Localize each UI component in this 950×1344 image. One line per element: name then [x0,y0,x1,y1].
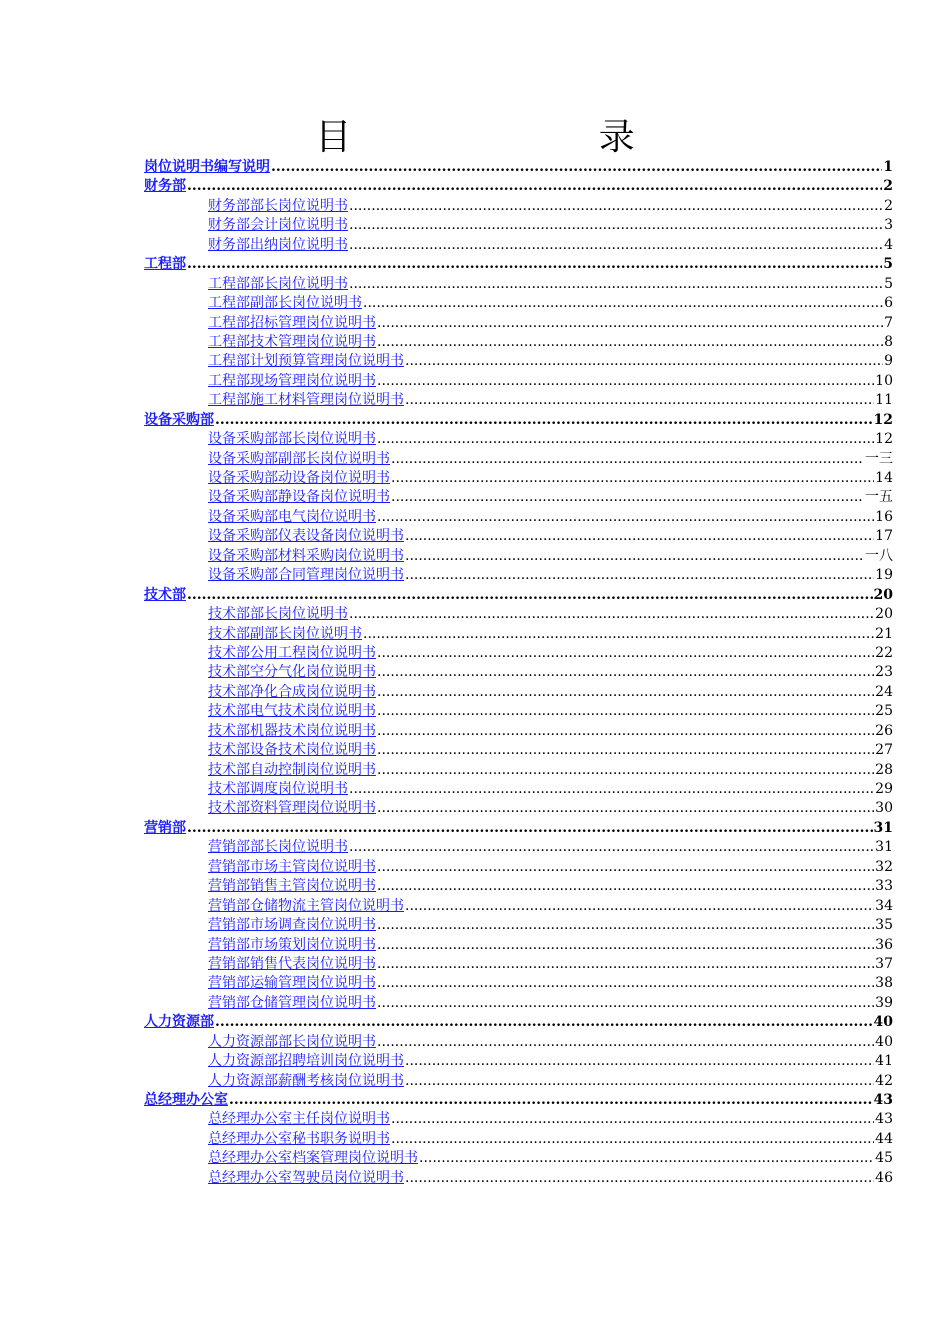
toc-entry-link[interactable]: 营销部市场策划岗位说明书 [208,936,376,953]
toc-subentry[interactable] [144,488,893,507]
toc-page-number: 12 [873,411,893,428]
dot-leader [187,177,882,196]
toc-page-number: 23 [875,664,893,681]
toc-subentry[interactable] [144,605,893,624]
toc-page-number: 26 [875,722,893,739]
toc-page-number: 9 [884,353,893,370]
toc-entry-link[interactable]: 营销部销售代表岗位说明书 [208,955,376,972]
toc-subentry[interactable] [144,916,893,935]
toc-entry-link[interactable]: 技术部部长岗位说明书 [208,606,348,623]
toc-section-entry[interactable] [144,819,893,838]
toc-entry-link[interactable]: 工程部副部长岗位说明书 [208,295,362,312]
dot-leader [377,333,883,352]
toc-page-number: 11 [875,392,893,409]
toc-page-number: 8 [884,333,893,350]
toc-entry-link[interactable]: 工程部 [144,256,186,273]
toc-entry-link[interactable]: 财务部 [144,178,186,195]
toc-subentry[interactable] [144,275,893,294]
toc-page-number: 一八 [865,547,893,564]
toc-page-number: 29 [875,781,893,797]
toc-subentry[interactable] [144,644,893,663]
dot-leader [405,1052,874,1071]
toc-page-number: 1 [883,159,893,175]
toc-page-number: 19 [875,567,893,584]
toc-entry-link[interactable]: 财务部部长岗位说明书 [208,197,348,214]
dot-leader [187,255,882,274]
dot-leader [187,819,873,838]
toc-subentry[interactable] [144,1130,893,1149]
toc-entry-link[interactable]: 总经理办公室驾驶员岗位说明书 [208,1169,404,1186]
toc-entry-link[interactable]: 技术部 [144,586,186,603]
toc-subentry[interactable] [144,197,893,216]
dot-leader [349,605,874,624]
toc-section-entry[interactable] [144,177,893,196]
toc-page-number: 38 [875,975,893,992]
toc-page-number: 39 [875,994,893,1011]
dot-leader [349,838,874,857]
dot-leader [271,158,882,177]
toc-entry-link[interactable]: 营销部市场调查岗位说明书 [208,917,376,934]
dot-leader [377,644,874,663]
toc-subentry[interactable] [144,391,893,410]
toc-entry-link[interactable]: 总经理办公室秘书职务说明书 [208,1130,390,1147]
toc-page-number: 44 [875,1130,893,1147]
toc-page-number: 2 [884,197,893,214]
toc-entry-link[interactable]: 工程部技术管理岗位说明书 [208,333,376,350]
dot-leader [377,722,874,741]
toc-entry-link[interactable]: 营销部 [144,819,186,836]
toc-section-entry[interactable] [144,1091,893,1110]
dot-leader [377,683,874,702]
toc-entry-link[interactable]: 工程部计划预算管理岗位说明书 [208,353,404,370]
toc-page-number: 20 [875,606,893,623]
toc-entry-link[interactable]: 设备采购部部长岗位说明书 [208,431,376,448]
toc-subentry[interactable] [144,625,893,644]
toc-entry-link[interactable]: 设备采购部材料采购岗位说明书 [208,547,404,564]
dot-leader [377,994,874,1013]
toc-subentry[interactable] [144,527,893,546]
toc-subentry[interactable] [144,372,893,391]
toc-subentry[interactable] [144,1149,893,1168]
toc-page-number: 5 [884,275,893,292]
toc-entry-link[interactable]: 技术部电气技术岗位说明书 [208,703,376,720]
toc-entry-link[interactable]: 工程部招标管理岗位说明书 [208,314,376,331]
dot-leader [391,469,874,488]
toc-entry-link[interactable]: 技术部设备技术岗位说明书 [208,742,376,759]
toc-entry-link[interactable]: 设备采购部动设备岗位说明书 [208,470,390,486]
toc-subentry[interactable] [144,352,893,371]
dot-leader [377,936,874,955]
toc-subentry[interactable] [144,236,893,255]
toc-entry-link[interactable]: 营销部市场主管岗位说明书 [208,858,376,875]
toc-page-number: 20 [873,586,893,603]
toc-subentry[interactable] [144,216,893,235]
toc-entry-link[interactable]: 岗位说明书编写说明 [144,159,270,175]
table-of-contents [144,158,893,1188]
dot-leader [405,527,874,546]
toc-entry-link[interactable]: 技术部自动控制岗位说明书 [208,761,376,778]
dot-leader [391,1110,874,1129]
toc-page-number: 4 [884,236,893,253]
dot-leader [391,1130,874,1149]
toc-entry-link[interactable]: 财务部出纳岗位说明书 [208,236,348,253]
dot-leader [419,1149,874,1168]
toc-subentry[interactable] [144,1072,893,1091]
toc-page-number: 3 [884,217,893,234]
toc-subentry[interactable] [144,1052,893,1071]
dot-leader [405,1072,874,1091]
toc-page-number: 43 [875,1111,893,1128]
toc-subentry[interactable] [144,1169,893,1188]
toc-subentry[interactable] [144,761,893,780]
toc-page-number: 24 [875,683,893,700]
toc-page-number: 33 [875,878,893,895]
toc-entry-link[interactable]: 营销部销售主管岗位说明书 [208,878,376,895]
toc-page-number: 37 [875,955,893,972]
dot-leader [349,236,883,255]
dot-leader [377,916,874,935]
dot-leader [377,877,874,896]
toc-page-number: 46 [875,1169,893,1186]
dot-leader [349,275,883,294]
toc-entry-link[interactable]: 设备采购部静设备岗位说明书 [208,489,390,506]
toc-page-number: 10 [875,372,893,389]
dot-leader [349,197,883,216]
dot-leader [377,799,874,818]
toc-entry-link[interactable]: 技术部调度岗位说明书 [208,781,348,797]
toc-page-number: 40 [873,1014,893,1031]
toc-page-number: 22 [875,644,893,661]
toc-entry-link[interactable]: 工程部部长岗位说明书 [208,275,348,292]
toc-page-number: 28 [875,761,893,778]
dot-leader [405,352,883,371]
dot-leader [405,391,874,410]
dot-leader [405,897,874,916]
toc-page-number: 45 [875,1150,893,1167]
toc-subentry[interactable] [144,702,893,721]
dot-leader [215,411,873,430]
toc-entry-link[interactable]: 人力资源部招聘培训岗位说明书 [208,1053,404,1070]
toc-page-number: 42 [875,1072,893,1089]
toc-page-number: 35 [875,917,893,934]
dot-leader [229,1091,873,1110]
toc-entry-link[interactable]: 总经理办公室档案管理岗位说明书 [208,1150,418,1167]
dot-leader [377,702,874,721]
toc-entry-link[interactable]: 技术部公用工程岗位说明书 [208,644,376,661]
toc-page-number: 6 [884,295,893,312]
toc-page-number: 43 [873,1092,893,1108]
toc-page-number: 17 [875,528,893,545]
dot-leader [377,761,874,780]
dot-leader [377,663,874,682]
toc-subentry[interactable] [144,333,893,352]
toc-page-number: 一三 [865,450,893,467]
dot-leader [363,294,883,313]
toc-subentry[interactable] [144,314,893,333]
toc-page-number: 34 [875,897,893,914]
toc-section-entry[interactable] [144,255,893,274]
toc-subentry[interactable] [144,566,893,585]
toc-page-number: 25 [875,703,893,720]
dot-leader [377,372,874,391]
toc-page-number: 16 [875,508,893,525]
toc-subentry[interactable] [144,838,893,857]
dot-leader [377,430,874,449]
dot-leader [363,625,874,644]
toc-subentry[interactable] [144,430,893,449]
toc-entry-link[interactable]: 设备采购部仪表设备岗位说明书 [208,528,404,545]
toc-entry-link[interactable]: 技术部净化合成岗位说明书 [208,683,376,700]
toc-page-number: 12 [875,431,893,448]
page-title: 目 录 [315,117,753,158]
toc-entry-link[interactable]: 人力资源部部长岗位说明书 [208,1033,376,1050]
toc-subentry[interactable] [144,547,893,566]
toc-entry-link[interactable]: 总经理办公室主任岗位说明书 [208,1111,390,1128]
toc-section-entry[interactable] [144,158,893,177]
toc-subentry[interactable] [144,450,893,469]
toc-subentry[interactable] [144,799,893,818]
dot-leader [377,955,874,974]
toc-page-number: 27 [875,742,893,759]
toc-page-number: 40 [875,1033,893,1050]
toc-subentry[interactable] [144,1110,893,1129]
toc-subentry[interactable] [144,469,893,488]
toc-entry-link[interactable]: 人力资源部薪酬考核岗位说明书 [208,1072,404,1089]
toc-page-number: 21 [875,625,893,642]
dot-leader [391,450,864,469]
dot-leader [377,858,874,877]
dot-leader [187,586,873,605]
dot-leader [377,974,874,993]
toc-page-number: 14 [875,470,893,486]
toc-subentry[interactable] [144,294,893,313]
toc-entry-link[interactable]: 营销部仓储物流主管岗位说明书 [208,897,404,914]
toc-entry-link[interactable]: 财务部会计岗位说明书 [208,217,348,234]
toc-section-entry[interactable] [144,1013,893,1032]
toc-entry-link[interactable]: 营销部部长岗位说明书 [208,839,348,856]
toc-subentry[interactable] [144,663,893,682]
toc-page-number: 32 [875,858,893,875]
toc-entry-link[interactable]: 营销部仓储管理岗位说明书 [208,994,376,1011]
toc-entry-link[interactable]: 总经理办公室 [144,1092,228,1108]
dot-leader [377,508,874,527]
toc-subentry[interactable] [144,936,893,955]
toc-page-number: 31 [873,819,893,836]
toc-section-entry[interactable] [144,411,893,430]
toc-page-number: 36 [875,936,893,953]
dot-leader [391,488,864,507]
toc-page-number: 41 [875,1053,893,1070]
toc-subentry[interactable] [144,1033,893,1052]
toc-subentry[interactable] [144,877,893,896]
toc-page-number: 31 [875,839,893,856]
dot-leader [349,780,874,799]
toc-entry-link[interactable]: 工程部施工材料管理岗位说明书 [208,392,404,409]
toc-entry-link[interactable]: 工程部现场管理岗位说明书 [208,372,376,389]
toc-subentry[interactable] [144,974,893,993]
toc-subentry[interactable] [144,722,893,741]
dot-leader [405,1169,874,1188]
toc-entry-link[interactable]: 技术部空分气化岗位说明书 [208,664,376,681]
toc-page-number: 一五 [865,489,893,506]
toc-entry-link[interactable]: 营销部运输管理岗位说明书 [208,975,376,992]
toc-entry-link[interactable]: 技术部资料管理岗位说明书 [208,800,376,817]
toc-entry-link[interactable]: 设备采购部电气岗位说明书 [208,508,376,525]
toc-page-number: 7 [884,314,893,331]
toc-subentry[interactable] [144,780,893,799]
dot-leader [349,216,883,235]
toc-entry-link[interactable]: 设备采购部 [144,411,214,428]
toc-subentry[interactable] [144,994,893,1013]
dot-leader [377,741,874,760]
toc-entry-link[interactable]: 技术部机器技术岗位说明书 [208,722,376,739]
dot-leader [377,1033,874,1052]
toc-entry-link[interactable]: 设备采购部合同管理岗位说明书 [208,567,404,584]
toc-section-entry[interactable] [144,586,893,605]
toc-entry-link[interactable]: 设备采购部副部长岗位说明书 [208,450,390,467]
toc-subentry[interactable] [144,683,893,702]
dot-leader [377,314,883,333]
toc-entry-link[interactable]: 技术部副部长岗位说明书 [208,625,362,642]
toc-subentry[interactable] [144,955,893,974]
dot-leader [405,566,874,585]
toc-subentry[interactable] [144,858,893,877]
dot-leader [215,1013,873,1032]
toc-page-number: 30 [875,800,893,817]
toc-entry-link[interactable]: 人力资源部 [144,1014,214,1031]
toc-page-number: 5 [883,256,893,273]
dot-leader [405,547,864,566]
toc-subentry[interactable] [144,508,893,527]
toc-subentry[interactable] [144,741,893,760]
toc-page-number: 2 [883,178,893,195]
toc-subentry[interactable] [144,897,893,916]
